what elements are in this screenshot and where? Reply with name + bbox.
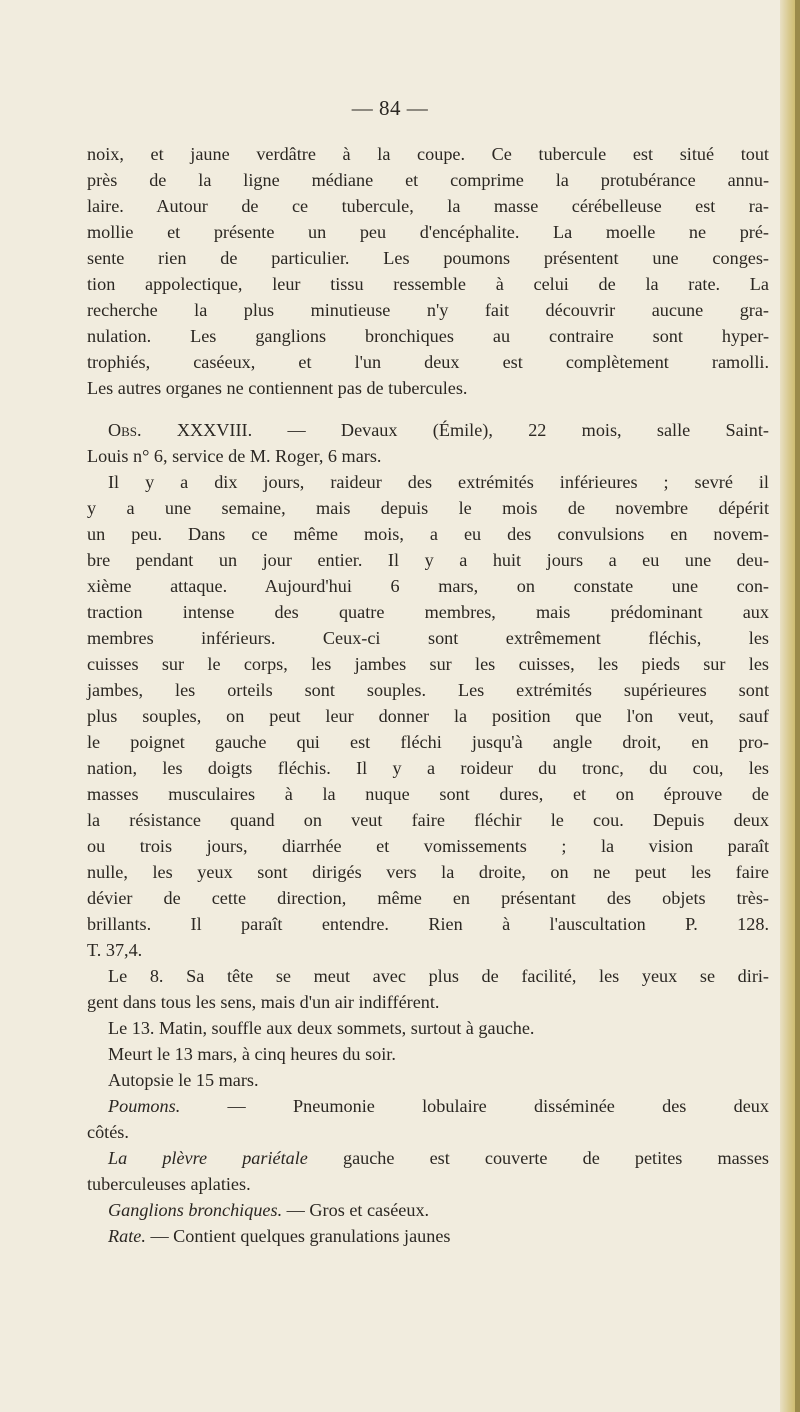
text-line: Les autres organes ne contiennent pas de tubercules. (87, 378, 468, 398)
text-line (87, 1145, 769, 1171)
text-line: Le 8. Sa tête se meut avec plus de facilité, les yeux se diri- (108, 966, 769, 986)
ganglions-text: — Gros et caséeux. (282, 1200, 430, 1220)
plevre-label: La plèvre pariétale (108, 1148, 308, 1168)
text-line: près de la ligne médiane et comprime la protubérance annu- (87, 170, 769, 190)
text-line: laire. Autour de ce tubercule, la masse cérébelleuse est ra- (87, 196, 769, 216)
paragraph-6: Autopsie le 15 mars. (108, 1070, 259, 1090)
ganglions-label: Ganglions bronchiques. (108, 1200, 283, 1220)
text-line: tion appolectique, leur tissu ressemble à celui de la rate. La (87, 274, 769, 294)
ganglions-section (87, 1197, 769, 1223)
observation-heading (87, 417, 769, 469)
text-line: gent dans tous les sens, mais d'un air indifférent. (87, 992, 440, 1012)
poumons-text: — Pneumonie lobulaire disséminée des deux (180, 1096, 769, 1116)
paragraph-5: Meurt le 13 mars, à cinq heures du soir. (108, 1044, 396, 1064)
text-line: nulle, les yeux sont dirigés vers la droite, on ne peut les faire (87, 862, 769, 882)
page-number: — 84 — (351, 96, 429, 120)
text-line: membres inférieurs. Ceux-ci sont extrêmement fléchis, les (87, 628, 769, 648)
text-line: trophiés, caséeux, et l'un deux est complètement ramolli. (87, 352, 769, 372)
text-line: tuberculeuses aplaties. (87, 1174, 251, 1194)
text-line: un peu. Dans ce même mois, a eu des convulsions en novem- (87, 524, 769, 544)
text-line: noix, et jaune verdâtre à la coupe. Ce tubercule est situé tout (87, 144, 769, 164)
text-line: nation, les doigts fléchis. Il y a roideur du tronc, du cou, les (87, 758, 769, 778)
observation-label: Obs. XXXVIII. (108, 420, 253, 440)
poumons-label: Poumons. (108, 1096, 181, 1116)
poumons-section (87, 1093, 769, 1145)
text-line: sente rien de particulier. Les poumons présentent une conges- (87, 248, 769, 268)
text-line: nulation. Les ganglions bronchiques au contraire sont hyper- (87, 326, 769, 346)
text-line (87, 417, 769, 443)
text-line: Louis n° 6, service de M. Roger, 6 mars. (87, 446, 382, 466)
paragraph-1 (87, 141, 769, 401)
text-line: côtés. (87, 1122, 129, 1142)
text-line: la résistance quand on veut faire fléchir le cou. Depuis deux (87, 810, 769, 830)
plevre-text: gauche est couverte de petites masses (307, 1148, 769, 1168)
text-line: bre pendant un jour entier. Il y a huit jours a eu une deu- (87, 550, 769, 570)
text-line: dévier de cette direction, même en présentant des objets très- (87, 888, 769, 908)
page-edge-shadow (795, 0, 800, 1412)
text-line: ou trois jours, diarrhée et vomissements ; la vision paraît (87, 836, 769, 856)
text-line: mollie et présente un peu d'encéphalite. La moelle ne pré- (87, 222, 769, 242)
text-line: xième attaque. Aujourd'hui 6 mars, on constate une con- (87, 576, 769, 596)
text-line: T. 37,4. (87, 940, 143, 960)
rate-section (87, 1223, 769, 1249)
paragraph-4: Le 13. Matin, souffle aux deux sommets, surtout à gauche. (108, 1018, 535, 1038)
text-line: traction intense des quatre membres, mais prédominant aux (87, 602, 769, 622)
page-body (87, 141, 769, 1249)
text-line: masses musculaires à la nuque sont dures, et on éprouve de (87, 784, 769, 804)
text-line: brillants. Il paraît entendre. Rien à l'auscultation P. 128. (87, 914, 769, 934)
text-line: plus souples, on peut leur donner la position que l'on veut, sauf (87, 706, 769, 726)
text-line: le poignet gauche qui est fléchi jusqu'à angle droit, en pro- (87, 732, 769, 752)
paragraph-3 (87, 963, 769, 1015)
text-line: Il y a dix jours, raideur des extrémités inférieures ; sevré il (108, 472, 769, 492)
observation-text: — Devaux (Émile), 22 mois, salle Saint- (252, 420, 769, 440)
text-line: y a une semaine, mais depuis le mois de novembre dépérit (87, 498, 769, 518)
paragraph-2 (87, 469, 769, 963)
text-line: jambes, les orteils sont souples. Les extrémités supérieures sont (87, 680, 769, 700)
rate-text: — Contient quelques granulations jaunes (145, 1226, 451, 1246)
text-line (87, 1093, 769, 1119)
rate-label: Rate. (108, 1226, 146, 1246)
text-line: recherche la plus minutieuse n'y fait découvrir aucune gra- (87, 300, 769, 320)
plevre-section (87, 1145, 769, 1197)
text-line: cuisses sur le corps, les jambes sur les cuisses, les pieds sur les (87, 654, 769, 674)
